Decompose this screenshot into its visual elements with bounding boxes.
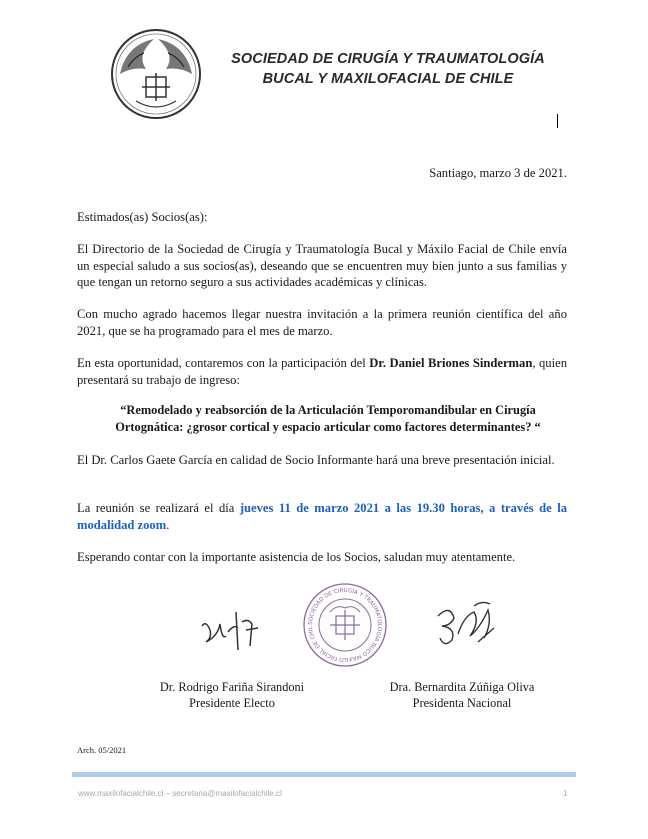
page-number: 1: [563, 789, 568, 798]
meeting-intro-text: La reunión se realizará el día: [77, 501, 240, 515]
signatory-title: Presidenta Nacional: [412, 696, 512, 710]
seal-text: SOCIEDAD DE CIRUGÍA Y TRAUMATOLOGÍA BUCO MAXILO FACIAL DE CHIL: [307, 587, 383, 663]
text-cursor: [557, 114, 558, 128]
footer-contact[interactable]: www.maxilofacialchile.cl – secretaria@maxilofacialchile.cl: [78, 789, 282, 798]
meeting-details-link[interactable]: jueves 11 de marzo 2021 a las 19.30 horas, a través de la modalidad zoom: [77, 501, 567, 532]
presentation-title: “Remodelado y reabsorción de la Articulación Temporomandibular en Cirugía Ortognática: ¿grosor cortical y espacio articular como factores determinantes? “: [115, 403, 541, 434]
society-seal: [302, 582, 388, 668]
signatory-farina: [140, 679, 324, 711]
presenter-name: Dr. Daniel Briones Sinderman: [369, 356, 533, 370]
signatory-title: Presidente Electo: [189, 696, 275, 710]
presenter-outro-text: , quien presentará su trabajo de ingreso:: [77, 356, 567, 387]
paragraph-meeting: [77, 500, 567, 533]
org-name-line2: BUCAL Y MAXILOFACIAL DE CHILE: [262, 71, 514, 87]
paragraph-invitation: Con mucho agrado hacemos llegar nuestra invitación a la primera reunión científica del año 2021, que se ha programado para el mes de marzo.: [77, 307, 567, 338]
signatory-zuniga: [366, 679, 558, 711]
archive-reference: Arch. 05/2021: [77, 745, 127, 755]
closing-line: Esperando contar con la importante asistencia de los Socios, saludan muy atentamente.: [77, 550, 516, 564]
signatory-name: Dr. Rodrigo Fariña Sirandoni: [159, 680, 305, 694]
paragraph-informant: El Dr. Carlos Gaete García en calidad de Socio Informante hará una breve presentación inicial.: [77, 453, 555, 467]
org-name-line1: SOCIEDAD DE CIRUGÍA Y TRAUMATOLOGÍA: [231, 51, 545, 67]
svg-text:SOCIEDAD DE CIRUGÍA Y TRAUMATO: [302, 582, 382, 662]
signature-farina: [196, 606, 266, 654]
signatory-name: Dra. Bernardita Zúñiga Oliva: [389, 680, 535, 694]
meeting-end-text: .: [166, 517, 170, 532]
salutation: Estimados(as) Socios(as):: [77, 210, 208, 224]
letter-date: Santiago, marzo 3 de 2021.: [429, 166, 567, 180]
society-logo: [106, 27, 206, 121]
presenter-intro-text: En esta oportunidad, contaremos con la participación del: [77, 356, 370, 370]
paragraph-intro: El Directorio de la Sociedad de Cirugía y Traumatología Bucal y Máxilo Facial de Chile envía un especial saludo a sus socios(as), deseando que se encuentren muy bien junto a sus familias y que tengan un retorno seguro a sus actividades académicas y clínicas.: [77, 242, 567, 289]
signature-zuniga: [430, 598, 510, 654]
paragraph-presenter: [77, 355, 567, 388]
footer-divider: [72, 772, 576, 777]
